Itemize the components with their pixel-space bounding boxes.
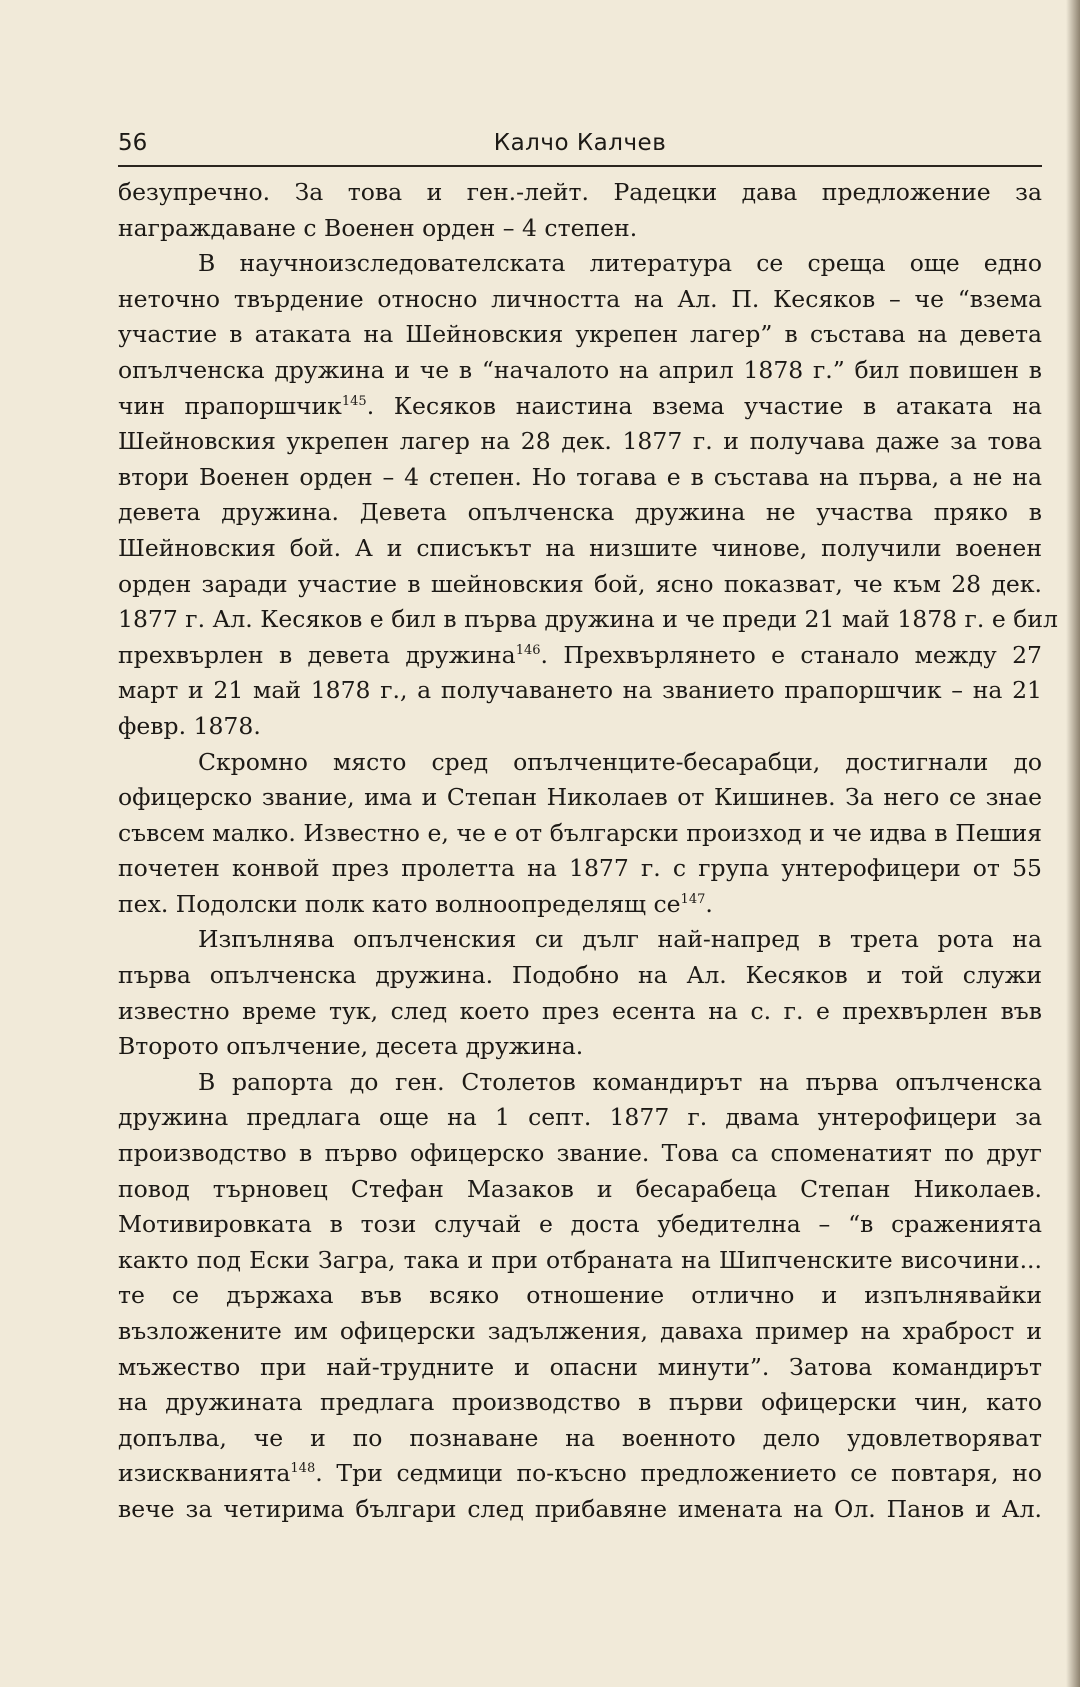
text-line: допълва, че и по познаване на военното дело удовлетворяват xyxy=(118,1423,1042,1452)
text-line: офицерско звание, има и Степан Николаев от Кишинев. За него се знае xyxy=(118,783,1042,812)
text-line: мъжество при най-трудните и опасни минути”. Затова командирът xyxy=(118,1352,1042,1381)
text-line: известно време тук, след което през есента на с. г. е прехвърлен във xyxy=(118,996,1042,1025)
text-line: Изпълнява опълченския си дълг най-напред в трета рота на xyxy=(198,925,1042,954)
text-line: изискванията$^{148}$. Три седмици по-късно предложението се повтаря, но xyxy=(118,1459,1042,1488)
text-line: участие в атаката на Шейновския укрепен лагер” в състава на девета xyxy=(118,320,1042,349)
text-line: производство в първо офицерско звание. Това са споменатият по друг xyxy=(118,1139,1042,1168)
text-line: вече за четирима българи след прибавяне имената на Ол. Панов и Ал. xyxy=(118,1494,1042,1523)
text-line: дружина предлага още на 1 септ. 1877 г. двама унтерофицери за xyxy=(118,1103,1042,1132)
running-title: Калчо Калчев xyxy=(493,130,667,156)
footnote-ref: 146 xyxy=(515,642,541,658)
text-line: съвсем малко. Известно е, че е от български произход и че идва в Пешия xyxy=(118,818,1042,847)
text-line: В научноизследователската литература се среща още едно xyxy=(198,249,1042,278)
text-line: Второто опълчение, десета дружина. xyxy=(118,1032,584,1061)
page-number: 56 xyxy=(118,130,148,156)
text-line: 1877 г. Ал. Кесяков е бил в първа дружина и че преди 21 май 1878 г. е бил xyxy=(118,605,1058,634)
text-line: Шейновския укрепен лагер на 28 дек. 1877 г. и получава даже за това xyxy=(118,427,1042,456)
text-line: Мотивировката в този случай е доста убедителна – “в сраженията xyxy=(118,1210,1042,1239)
text-line: опълченска дружина и че в “началото на април 1878 г.” бил повишен в xyxy=(118,355,1042,384)
footnote-ref: 147 xyxy=(680,891,706,907)
page-header xyxy=(118,126,1042,160)
text-line: почетен конвой през пролетта на 1877 г. с група унтерофицери от 55 xyxy=(118,854,1042,883)
text-line: те се държаха във всяко отношение отлично и изпълнявайки xyxy=(118,1281,1042,1310)
footnote-ref: 148 xyxy=(290,1461,316,1477)
text-line: февр. 1878. xyxy=(118,711,261,740)
page-edge-shadow xyxy=(1066,0,1080,1687)
text-line: пех. Подолски полк като волноопределящ се$^{147}$. xyxy=(118,889,713,918)
body-text xyxy=(118,175,1058,1528)
text-line: чин прапоршчик$^{145}$. Кесяков наистина взема участие в атаката на xyxy=(118,391,1043,420)
footnote-ref: 145 xyxy=(341,393,367,409)
text-line: безупречно. За това и ген.-лейт. Радецки дава предложение за xyxy=(118,178,1042,206)
header-rule xyxy=(118,165,1042,167)
text-line: възложените им офицерски задължения, даваха пример на храброст и xyxy=(118,1317,1042,1345)
text-line: неточно твърдение относно личността на Ал. П. Кесяков – че “взема xyxy=(118,284,1042,313)
text-line: на дружината предлага производство в първи офицерски чин, като xyxy=(118,1388,1042,1417)
text-line: първа опълченска дружина. Подобно на Ал. Кесяков и той служи xyxy=(118,961,1042,990)
text-line: март и 21 май 1878 г., а получаването на званието прапоршчик – на 21 xyxy=(118,676,1042,705)
text-line: втори Военен орден – 4 степен. Но тогава е в състава на първа, а не на xyxy=(118,462,1042,491)
text-line: Скромно място сред опълченците-бесарабци, достигнали до xyxy=(198,747,1042,776)
text-line: награждаване с Военен орден – 4 степен. xyxy=(118,213,638,242)
text-line: Шейновския бой. А и списъкът на низшите чинове, получили военен xyxy=(118,533,1042,562)
text-line: девета дружина. Девета опълченска дружина не участва пряко в xyxy=(118,498,1042,527)
text-line: както под Ески Загра, така и при отбраната на Шипченските височини... xyxy=(118,1245,1042,1274)
text-line: прехвърлен в девета дружина$^{146}$. Прехвърлянето е станало между 27 xyxy=(118,640,1042,669)
text-line: повод търновец Стефан Мазаков и бесарабеца Степан Николаев. xyxy=(118,1174,1042,1203)
text-line: орден заради участие в шейновския бой, ясно показват, че към 28 дек. xyxy=(118,569,1042,598)
text-line: В рапорта до ген. Столетов командирът на първа опълченска xyxy=(198,1067,1042,1096)
